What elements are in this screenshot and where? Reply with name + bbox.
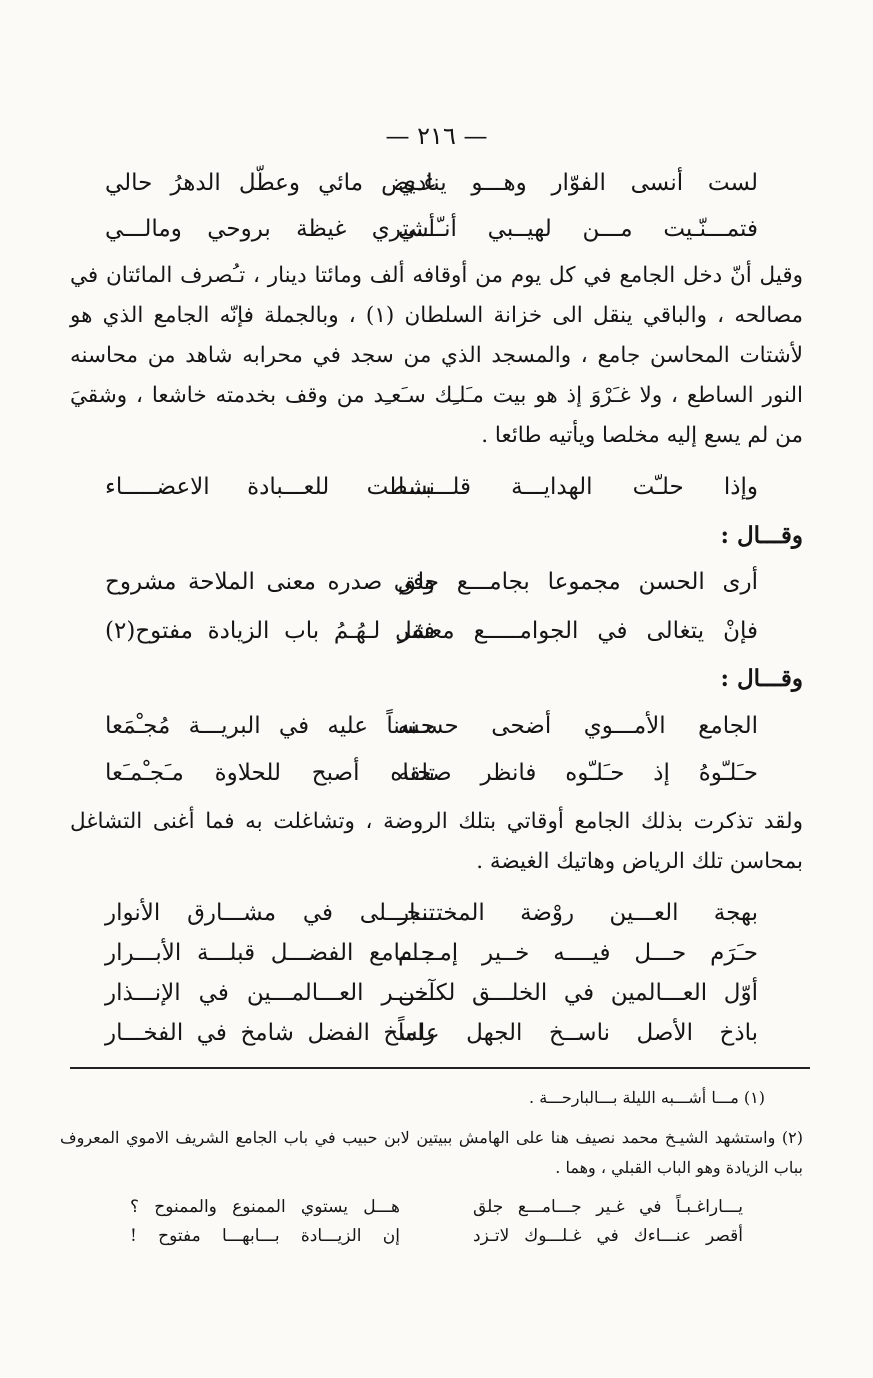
said-heading-2: وقـــال : (720, 665, 803, 692)
prose-paragraph-1 (70, 256, 803, 456)
single-verse (105, 467, 758, 507)
footnote-divider (70, 1067, 810, 1069)
footnote-2: (٢) واستشهد الشيـخ محمد نصيف هنا على الهامش ببيتين لابن حبيب في باب الجامع الشريف الاموي المعروف بباب الزيادة وهو الباب القبلي ، وهما . (60, 1128, 803, 1177)
hemistich-second: هـــل يستوي الممنوع والممنوح ؟ (130, 1197, 400, 1217)
hemistich-first: باذخ الأصل ناســخ الجهل علماً (398, 1020, 758, 1046)
paragraph-text: ولقد تذكرت بذلك الجامع أوقاتي بتلك الروضة ، وتشاغلت به فما أغنى التشاغل بمحاسن تلك الرياض وهاتيك الغيضة . (70, 809, 803, 874)
said-heading-1: وقـــال : (720, 522, 803, 549)
poem4-verse-2 (105, 933, 758, 973)
poem4-verse-1 (105, 893, 758, 933)
paragraph-text: وقيل أنّ دخل الجامع في كل يوم من أوقافه ألف ومائتا دينار ، تـُصرف المائتان في مصالحه ، والباقي ينقل الى خزانة السلطان (١) ، وبالجملة فإنّه الجامع الذي هو لأشتات المحاسن جامع ، والمسجد الذي من سجد في محرابه شاهد من محاسنه النور الساطع ، ولا غـَرْوَ إذ هو بيت مـَلـِك سـَعـِد من وقف بخدمته خاشعا ، وشقيَ من لم يسع إليه مخلصا ويأتيه طائعا . (70, 263, 804, 448)
footnote-1: (١) مـــا أشـــبه الليلة بـــالبارحـــة . (529, 1088, 765, 1107)
hemistich-second: غـيض مائي وعطّل الدهرُ حالي (105, 170, 435, 196)
hemistich-second: تنجـــلى في مشـــارق الأنوار (105, 900, 435, 926)
footnote-verse-2 (130, 1221, 743, 1251)
poem1-verse-1 (105, 163, 758, 203)
hemistich-second: تلقاه أصبح للحلاوة مـَجـْمـَعا (105, 760, 435, 786)
poem1-verse-2 (105, 209, 758, 249)
hemistich-first: أوّل العـــالمين في الخلـــق لكـــن (398, 980, 758, 1006)
hemistich-second: جـــامع الفضـــل قبلـــة الأبـــرار (105, 940, 435, 966)
hemistich-second: وفي صدره معنى الملاحة مشروح (105, 569, 435, 595)
poem2-verse-1 (105, 562, 758, 602)
hemistich-second: إن الزيـــادة بـــابهـــا مفتوح ! (130, 1226, 400, 1246)
hemistich-first: فتمـــنّـيت مـــن لهيــبي أنـّـــي (398, 216, 758, 242)
hemistich-first: أقصر عنـــاءك في غـلـــوك لاتـزد (473, 1226, 743, 1246)
poem2-verse-2 (105, 611, 758, 651)
hemistich-first: حـَلـّوهُ إذ حـَلـّوه فانظر صحنه (398, 760, 758, 786)
poem3-verse-2 (105, 753, 758, 793)
hemistich-first: بهجة العـــين روْضة المختـــار (398, 900, 758, 926)
hemistich-first: وإذا حلـّت الهدايـــة قلـــبـــا (398, 474, 758, 500)
hemistich-second: راسخ الفضل شامخ في الفخـــار (105, 1020, 435, 1046)
hemistich-first: لست أنسى الفوّار وهـــو ينادي (398, 170, 758, 196)
hemistich-first: أرى الحسن مجموعا بجامـــع جلق (398, 569, 758, 595)
hemistich-second: أشتري غيظة بروحي ومالـــي (105, 216, 435, 242)
hemistich-second: فقل لـهُـمُ باب الزيادة مفتوح(٢) (105, 618, 435, 644)
hemistich-first: الجامع الأمـــوي أضحى حسـنه (398, 713, 758, 739)
hemistich-first: فإنْ يتغالى في الجوامـــــع معشر (398, 618, 758, 644)
prose-paragraph-2 (70, 802, 803, 882)
hemistich-second: حسناً عليه في البريـــة مُجـْمَعا (105, 713, 435, 739)
hemistich-first: حـَرَم حـــل فيــــه خــير إمـــام (398, 940, 758, 966)
poem3-verse-1 (105, 706, 758, 746)
page-number: — ٢١٦ — (385, 122, 488, 150)
hemistich-second: آخـــر العـــالمـــين في الإنـــذار (105, 980, 435, 1006)
poem4-verse-3 (105, 973, 758, 1013)
hemistich-first: يـــاراغـبـاً في غـير جـــامـــع جلق (473, 1197, 743, 1217)
poem4-verse-4 (105, 1013, 758, 1053)
footnote-verse-1 (130, 1192, 743, 1222)
hemistich-second: نشطت للعـــبادة الاعضـــــاء (105, 474, 435, 500)
